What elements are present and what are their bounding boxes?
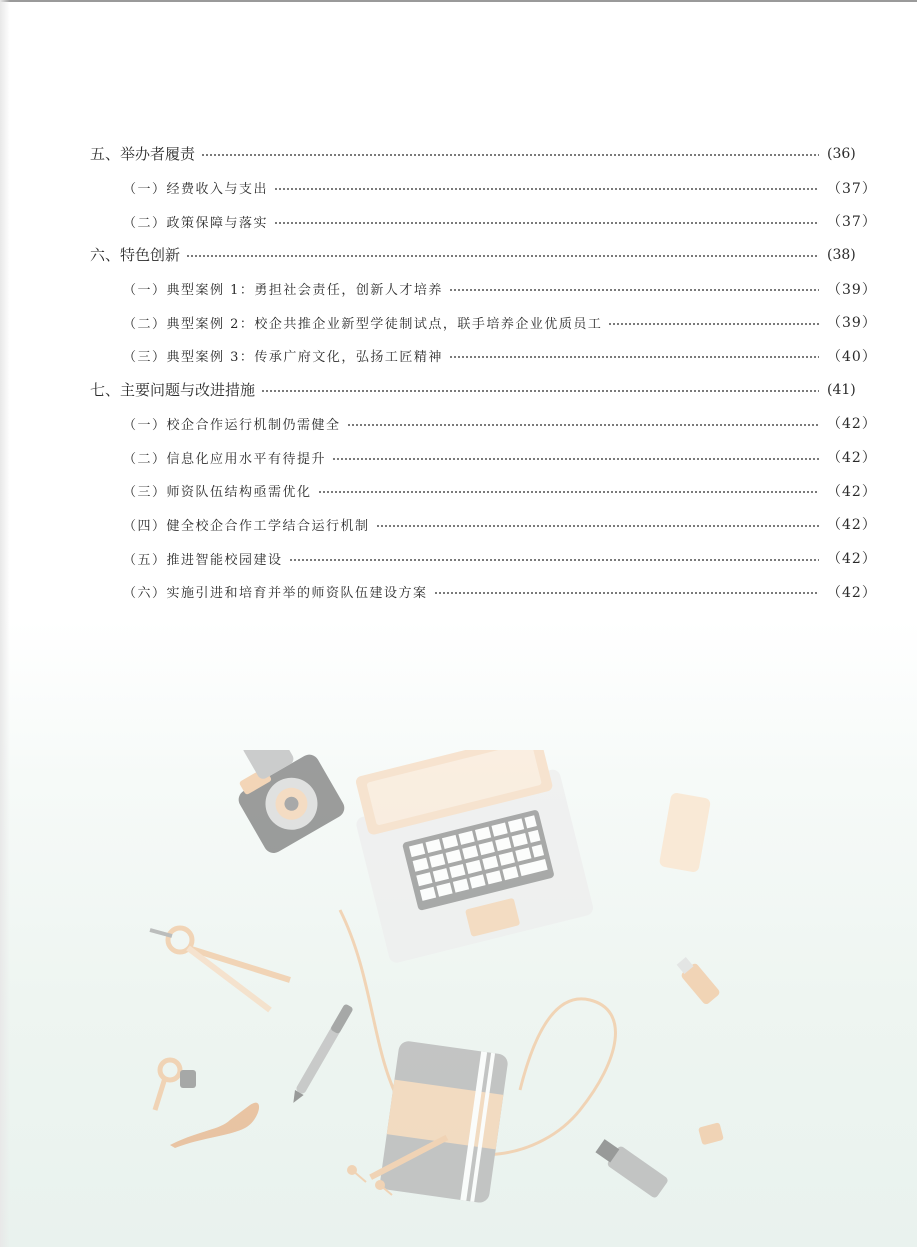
phone-icon <box>659 792 711 873</box>
compass-icon <box>150 928 290 1010</box>
laptop-icon <box>345 750 595 964</box>
toc-entry[interactable] <box>0 373 917 407</box>
toc-entry-page: （42） <box>827 517 877 534</box>
toc-entry-page: （42） <box>827 483 877 500</box>
toc-entry-label: （二）政策保障与落实 <box>123 215 269 231</box>
pipe-icon <box>170 1103 259 1148</box>
toc-entry-label: （五）推进智能校园建设 <box>123 552 283 568</box>
toc-entry-page: （37） <box>827 180 877 197</box>
toc-entry[interactable] <box>0 137 917 171</box>
keys-icon <box>155 1060 196 1110</box>
pen-icon <box>289 1003 354 1105</box>
eraser-icon <box>698 1122 724 1145</box>
toc-entry-label: 五、举办者履责 <box>90 145 196 164</box>
toc-entry[interactable] <box>0 305 917 339</box>
notebook-icon <box>369 1039 509 1204</box>
usb-icon <box>674 954 721 1005</box>
dot-leader <box>434 592 819 594</box>
toc-entry[interactable] <box>0 474 917 508</box>
toc-entry-page: （42） <box>827 416 877 433</box>
toc-entry-label: 六、特色创新 <box>90 246 181 265</box>
toc-entry[interactable] <box>0 508 917 542</box>
toc-entry-label: （一）校企合作运行机制仍需健全 <box>123 417 341 433</box>
toc-entry[interactable] <box>0 407 917 441</box>
toc-entry[interactable] <box>0 272 917 306</box>
toc-entry-page: (41) <box>827 381 856 398</box>
dot-leader <box>201 154 819 156</box>
dot-leader <box>274 188 819 190</box>
toc-entry-label: （四）健全校企合作工学结合运行机制 <box>123 518 370 534</box>
dot-leader <box>347 424 819 426</box>
dot-leader <box>608 323 819 325</box>
toc-entry-page: (38) <box>827 246 856 263</box>
table-of-contents <box>0 137 917 609</box>
toc-entry[interactable] <box>0 541 917 575</box>
dot-leader <box>318 491 819 493</box>
toc-entry-page: （40） <box>827 348 877 365</box>
toc-entry-page: （42） <box>827 584 877 601</box>
dot-leader <box>332 458 819 460</box>
toc-entry-page: （42） <box>827 450 877 467</box>
toc-entry-page: （39） <box>827 315 877 332</box>
dot-leader <box>449 289 819 291</box>
dot-leader <box>274 222 819 224</box>
dot-leader <box>289 559 819 561</box>
toc-entry[interactable] <box>0 238 917 272</box>
camera-icon <box>215 750 348 857</box>
desk-items-illustration <box>120 750 760 1220</box>
toc-entry-label: 七、主要问题与改进措施 <box>90 381 256 400</box>
toc-entry[interactable] <box>0 204 917 238</box>
toc-entry-page: （37） <box>827 214 877 231</box>
toc-entry-page: （42） <box>827 551 877 568</box>
toc-entry[interactable] <box>0 171 917 205</box>
toc-entry-label: （一）典型案例 1：勇担社会责任，创新人才培养 <box>123 283 443 299</box>
toc-entry-label: （三）师资队伍结构亟需优化 <box>123 485 312 501</box>
dot-leader <box>449 356 819 358</box>
toc-entry[interactable] <box>0 575 917 609</box>
toc-entry-page: (36) <box>827 145 856 162</box>
usb-icon <box>593 1136 669 1199</box>
toc-entry[interactable] <box>0 339 917 373</box>
toc-entry-label: （二）信息化应用水平有待提升 <box>123 451 327 467</box>
toc-entry-label: （一）经费收入与支出 <box>123 182 269 198</box>
dot-leader <box>261 390 819 392</box>
toc-entry-label: （三）典型案例 3：传承广府文化，弘扬工匠精神 <box>123 350 443 366</box>
page-top-edge <box>0 0 917 2</box>
toc-entry-label: （二）典型案例 2：校企共推企业新型学徒制试点，联手培养企业优质员工 <box>123 316 603 332</box>
toc-entry-page: （39） <box>827 281 877 298</box>
toc-entry-label: （六）实施引进和培育并举的师资队伍建设方案 <box>123 586 428 602</box>
dot-leader <box>186 255 819 257</box>
dot-leader <box>376 525 819 527</box>
toc-entry[interactable] <box>0 440 917 474</box>
